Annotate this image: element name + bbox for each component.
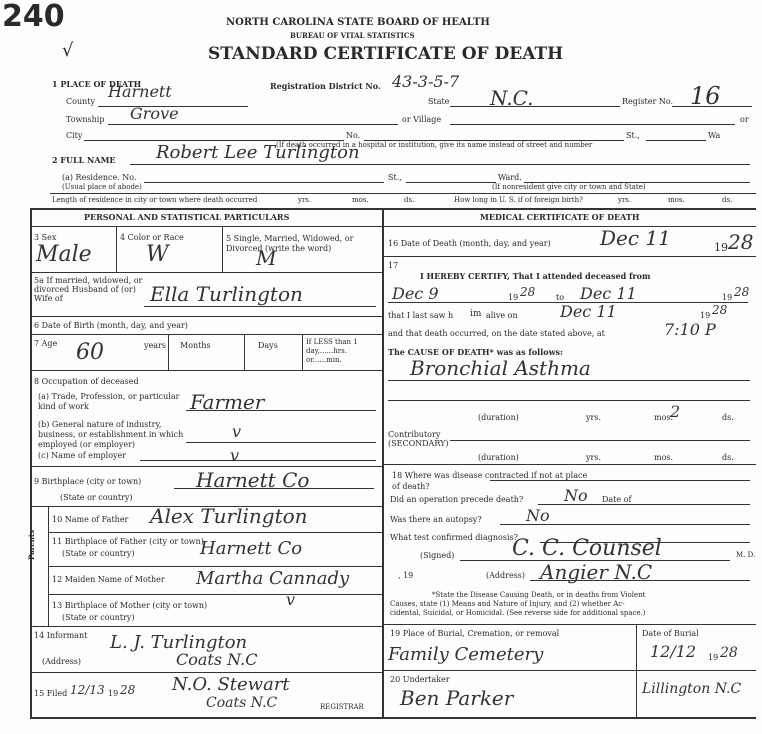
duration-label-2: (duration) [478, 453, 519, 462]
signed-label: (Signed) [420, 551, 455, 560]
contributory-line [450, 440, 750, 441]
age-divider-2 [244, 334, 245, 370]
doctor-address-line [530, 580, 750, 581]
row-divider-burial [382, 670, 756, 671]
burial-place-label: 19 Place of Burial, Cremation, or removal [390, 629, 560, 638]
death-nineteen: 19 [714, 241, 728, 254]
row-divider-mother [48, 594, 382, 595]
residence-label: (a) Residence. No. [62, 173, 137, 182]
signed-value: C. C. Counsel [512, 536, 662, 561]
general-nature-value: v [232, 422, 242, 441]
register-line [672, 106, 752, 107]
registrar-address-value: Coats N.C [206, 695, 278, 711]
months-label: Months [180, 341, 211, 350]
dob-label: 6 Date of Birth (month, day, and year) [34, 321, 188, 330]
alive-nineteen: 19 [700, 311, 711, 320]
ds-label-2: ds. [722, 196, 733, 204]
residence-st-line [406, 182, 496, 183]
father-birthplace-label: 11 Birthplace of Father (city or town) [52, 537, 204, 546]
yrs-label-2: yrs. [618, 196, 632, 204]
burial-place-value: Family Cemetery [388, 644, 544, 665]
birthplace-value: Harnett Co [196, 468, 310, 492]
how-long-label: How long in U. S. if of foreign birth? [454, 196, 583, 204]
mos-label-2: mos. [668, 196, 685, 204]
days-label: Days [258, 341, 278, 350]
sex-label: 3 Sex [34, 233, 57, 242]
registrar-value: N.O. Stewart [172, 674, 290, 695]
age-label: 7 Age [34, 339, 58, 348]
state-label: State [428, 97, 450, 106]
md-label: M. D. [736, 551, 756, 559]
mother-birthplace-label: 13 Birthplace of Mother (city or town) [52, 601, 208, 610]
from-year-value: 28 [520, 285, 536, 299]
or-label: or [740, 115, 749, 124]
row-divider-cause [382, 464, 756, 465]
employer-value: v [230, 446, 240, 465]
county-value: Harnett [108, 82, 172, 101]
cause-value: Bronchial Asthma [410, 356, 591, 380]
duration-mos-value: 2 [670, 402, 681, 421]
informant-address-label: (Address) [42, 657, 82, 666]
burial-date-value: 12/12 [650, 642, 697, 661]
disease-contracted-label: 18 Where was disease contracted if not at place of death? [392, 471, 588, 491]
date-of-label: Date of [602, 495, 632, 504]
row-divider-footnote [382, 624, 756, 625]
yrs-label-4: yrs. [586, 453, 601, 462]
board-name: NORTH CAROLINA STATE BOARD OF HEALTH [226, 17, 490, 28]
undertaker-label: 20 Undertaker [390, 675, 450, 684]
burial-year-value: 28 [720, 645, 738, 661]
trade-label: (a) Trade, Profession, or particular kind of work [38, 392, 180, 411]
main-frame-bottom [30, 717, 756, 719]
filed-date-value: 12/13 [70, 683, 105, 697]
no-label: No. [346, 131, 361, 140]
last-alive-value: Dec 11 [560, 302, 617, 321]
footnote-3: cidental, Suicidal, or Homicidal. (See reverse side for additional space.) [390, 609, 646, 617]
him-value: im [470, 309, 482, 319]
mos-label-3: mos. [654, 413, 674, 422]
usual-place-label: (Usual place of abode) [62, 183, 142, 191]
alive-on-label: alive on [486, 311, 518, 320]
mos-label-1: mos. [352, 196, 369, 204]
row-divider-father-birth [48, 566, 382, 567]
row-divider-sex [30, 272, 382, 273]
undertaker-value: Ben Parker [400, 686, 514, 710]
general-nature-line [186, 442, 376, 443]
medical-header: MEDICAL CERTIFICATE OF DEATH [480, 212, 640, 222]
state-country-label-3: (State or country) [62, 613, 135, 622]
ds-label-3: ds. [722, 413, 734, 422]
sex-value: Male [36, 242, 92, 267]
undertaker-address-value: Lillington N.C [642, 681, 742, 697]
residence-line [144, 182, 384, 183]
last-alive-year-value: 28 [712, 303, 728, 317]
birthplace-label: 9 Birthplace (city or town) [34, 477, 142, 486]
birthplace-line [174, 488, 374, 489]
row-divider-informant [30, 672, 382, 673]
mother-name-label: 12 Maiden Name of Mother [52, 575, 165, 584]
informant-value: L. J. Turlington [110, 632, 248, 653]
father-name-value: Alex Turlington [150, 504, 308, 528]
marital-label: 5 Single, Married, Widowed, or Divorced (write the word) [226, 234, 354, 253]
parents-label: Parents [27, 529, 36, 560]
full-name-value: Robert Lee Turlington [156, 142, 360, 163]
father-name-label: 10 Name of Father [52, 515, 129, 524]
age-value: 60 [76, 340, 104, 365]
occupation-label: 8 Occupation of deceased [34, 377, 139, 386]
row-divider-death [382, 256, 756, 257]
register-value: 16 [690, 82, 721, 110]
duration-label-1: (duration) [478, 413, 519, 422]
filed-label: 15 Filed [34, 689, 68, 698]
seventeen-label: 17 [388, 261, 399, 270]
check-mark-icon: √ [62, 40, 74, 61]
doctor-address-label: (Address) [486, 571, 526, 580]
county-label: County [66, 97, 95, 106]
operation-line [538, 504, 750, 505]
reg-district-value: 43-3-5-7 [392, 72, 460, 91]
length-top-line [50, 193, 756, 194]
cause-line-2 [388, 400, 750, 401]
spouse-label: 5a If married, widowed, or divorced Husband of (or) Wife of [34, 276, 143, 303]
row-divider-occupation [30, 466, 382, 467]
ward-right-label: Wa [708, 131, 721, 140]
autopsy-value: No [526, 506, 550, 525]
st-line [646, 140, 706, 141]
date-of-death-label: 16 Date of Death (month, day, and year) [388, 239, 551, 248]
color-marital-divider [222, 226, 223, 272]
age-divider-1 [168, 334, 169, 370]
filed-nineteen: 19 [108, 689, 119, 698]
trade-value: Farmer [190, 390, 265, 414]
years-label: years [144, 341, 166, 350]
column-divider [382, 208, 384, 718]
mother-birthplace-value: v [286, 590, 296, 609]
ds-label-1: ds. [404, 196, 415, 204]
autopsy-line [500, 524, 750, 525]
main-frame-top [30, 208, 756, 210]
spouse-value: Ella Turlington [150, 282, 303, 306]
township-label: Township [66, 115, 105, 124]
autopsy-label: Was there an autopsy? [390, 515, 482, 524]
burial-nineteen: 19 [708, 653, 719, 662]
from-nineteen: 19 [508, 293, 519, 302]
father-birthplace-value: Harnett Co [200, 538, 303, 559]
row-divider-father [48, 532, 382, 533]
village-line [450, 124, 735, 125]
filed-year-value: 28 [120, 683, 136, 697]
burial-date-label: Date of Burial [642, 629, 699, 638]
confirmed-label: What test confirmed diagnosis? [390, 533, 518, 542]
employer-line [140, 460, 376, 461]
certificate-title: STANDARD CERTIFICATE OF DEATH [208, 44, 564, 64]
state-line [450, 106, 620, 107]
employer-label: (c) Name of employer [38, 451, 127, 460]
state-value: N.C. [490, 86, 534, 110]
informant-address-value: Coats N.C [176, 650, 258, 669]
bureau-name: BUREAU OF VITAL STATISTICS [290, 31, 415, 40]
st-label: St., [626, 131, 640, 140]
to-label: to [556, 293, 565, 302]
yrs-label-3: yrs. [586, 413, 601, 422]
last-saw-label: that I last saw h [388, 311, 454, 320]
row-divider-dob [30, 334, 382, 335]
contributory-label: Contributory (SECONDARY) [388, 430, 449, 448]
registrar-label: REGISTRAR [320, 703, 364, 711]
death-date-value: Dec 11 [600, 226, 671, 250]
color-value: W [146, 242, 169, 267]
or-village-label: or Village [402, 115, 442, 124]
residence-st-label: St., [388, 173, 402, 182]
mother-name-value: Martha Cannady [196, 568, 350, 589]
time-value: 7:10 P [664, 320, 716, 339]
disease-line [490, 480, 750, 481]
marital-value: M [256, 246, 277, 270]
if-less-label: If LESS than 1 day,......hrs. or......min. [306, 338, 358, 364]
state-country-label-1: (State or country) [60, 493, 133, 502]
address-nineteen: , 19 [398, 571, 414, 580]
age-divider-3 [302, 334, 303, 370]
corner-number: 240 [2, 0, 65, 34]
mos-label-4: mos. [654, 453, 674, 462]
full-name-line [130, 164, 750, 165]
to-year-value: 28 [734, 285, 750, 299]
row-divider-parents [30, 626, 382, 627]
yrs-label-1: yrs. [298, 196, 312, 204]
attended-from-value: Dec 9 [392, 284, 439, 303]
cause-line-1 [388, 380, 750, 381]
row-divider-age [30, 370, 382, 371]
reg-district-label: Registration District No. [270, 81, 381, 91]
color-label: 4 Color or Race [120, 233, 184, 242]
certify-label: I HEREBY CERTIFY, That I attended deceased from [420, 271, 651, 281]
operation-value: No [564, 486, 588, 505]
general-nature-label: (b) General nature of industry, business, or establishment in which employed (or employer) [38, 420, 184, 449]
city-label: City [66, 131, 83, 140]
personal-header: PERSONAL AND STATISTICAL PARTICULARS [84, 212, 290, 222]
attended-to-value: Dec 11 [580, 284, 637, 303]
footnote-1: *State the Disease Causing Death, or in deaths from Violent [432, 591, 646, 599]
death-occurred-label: and that death occurred, on the date stated above, at [388, 329, 605, 338]
full-name-label: 2 FULL NAME [52, 155, 116, 165]
main-frame-left [30, 208, 32, 718]
doctor-address-value: Angier N.C [540, 560, 653, 584]
row-divider-spouse [30, 316, 382, 317]
to-nineteen: 19 [722, 293, 733, 302]
township-value: Grove [130, 104, 179, 123]
township-line [108, 124, 398, 125]
ward-label: Ward. [498, 173, 522, 182]
operation-label: Did an operation precede death? [390, 495, 524, 504]
nonresident-label: (If nonresident give city or town and State) [492, 183, 646, 191]
footnote-2: Causes, state (1) Means and Nature of Injury, and (2) whether Ac- [390, 600, 625, 608]
cause-label: The CAUSE OF DEATH* was as follows: [388, 347, 563, 357]
trade-line [186, 410, 376, 411]
length-residence-label: Length of residence in city or town where death occurred [52, 196, 258, 204]
spouse-line [144, 306, 376, 307]
informant-number: 14 Informant [34, 631, 88, 640]
register-label: Register No. [622, 97, 674, 106]
sex-color-divider [116, 226, 117, 272]
state-country-label-2: (State or country) [62, 549, 135, 558]
burial-date-divider [636, 624, 637, 718]
place-of-death-label: 1 PLACE OF DEATH [52, 79, 142, 89]
death-year-value: 28 [728, 230, 754, 254]
hospital-note: (If death occurred in a hospital or institution, give its name instead of street and number [276, 141, 593, 149]
ds-label-4: ds. [722, 453, 734, 462]
